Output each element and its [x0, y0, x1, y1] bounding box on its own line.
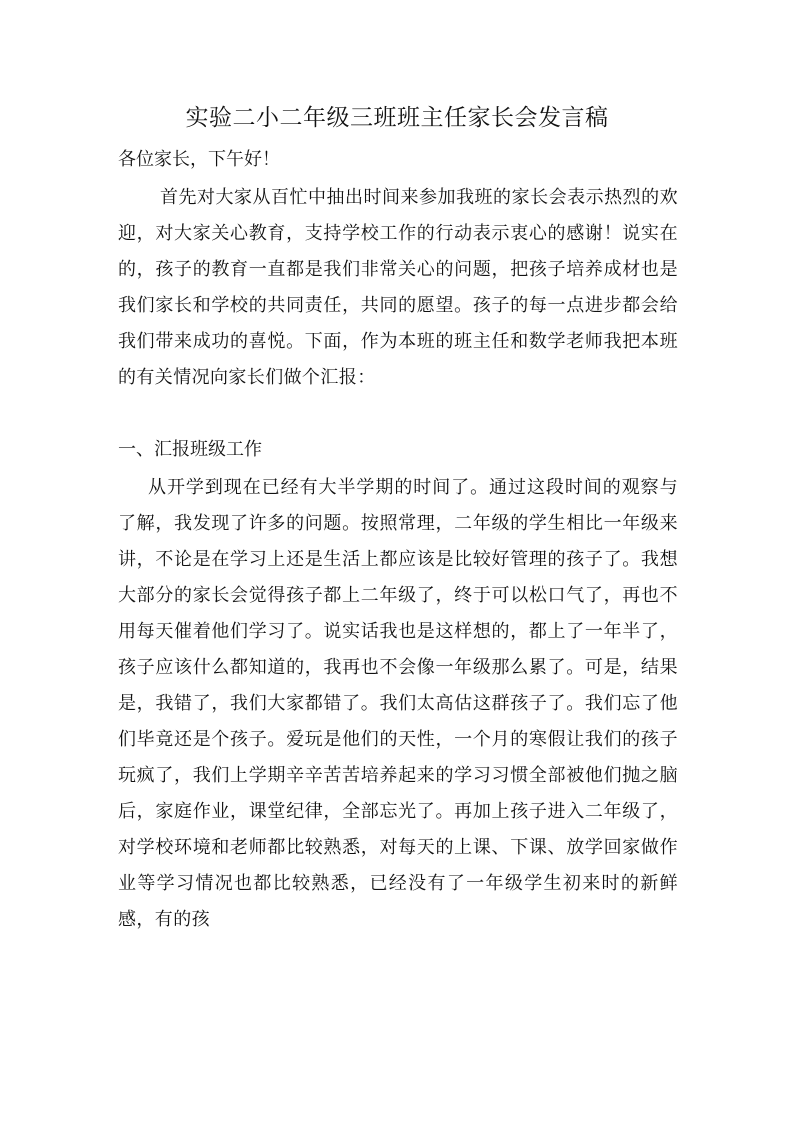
document-title: 实验二小二年级三班班主任家长会发言稿 — [185, 105, 609, 131]
section-heading: 一、汇报班级工作 — [118, 439, 262, 460]
greeting-line: 各位家长，下午好！ — [118, 149, 280, 170]
body-paragraph-class-work: 从开学到现在已经有大半学期的时间了。通过这段时间的观察与了解，我发现了许多的问题。按照常理，二年级的学生相比一年级来讲，不论是在学习上还是生活上都应该是比较好管理的孩子了。我想大部分的家长会觉得孩子都上二年级了，终于可以松口气了，再也不用每天催着他们学习了。说实话我也是这样想的，都上了一年半了，孩子应该什么都知道的，我再也不会像一年级那么累了。可是，结果是，我错了，我们大家都错了。我们太高估这群孩子了。我们忘了他们毕竟还是个孩子。爱玩是他们的天性，一个月的寒假让我们的孩子玩疯了，我们上学期辛辛苦苦培养起来的学习习惯全部被他们抛之脑后，家庭作业，课堂纪律，全部忘光了。再加上孩子进入二年级了，对学校环境和老师都比较熟悉，对每天的上课、下课、放学回家做作业等学习情况也都比较熟悉，已经没有了一年级学生初来时的新鲜感，有的孩 — [118, 477, 678, 930]
body-paragraph-intro: 首先对大家从百忙中抽出时间来参加我班的家长会表示热烈的欢迎，对大家关心教育，支持学校工作的行动表示衷心的感谢！说实在的，孩子的教育一直都是我们非常关心的问题，把孩子培养成材也是我们家长和学校的共同责任，共同的愿望。孩子的每一点进步都会给我们带来成功的喜悦。下面，作为本班的班主任和数学老师我把本班的有关情况向家长们做个汇报： — [118, 187, 678, 388]
